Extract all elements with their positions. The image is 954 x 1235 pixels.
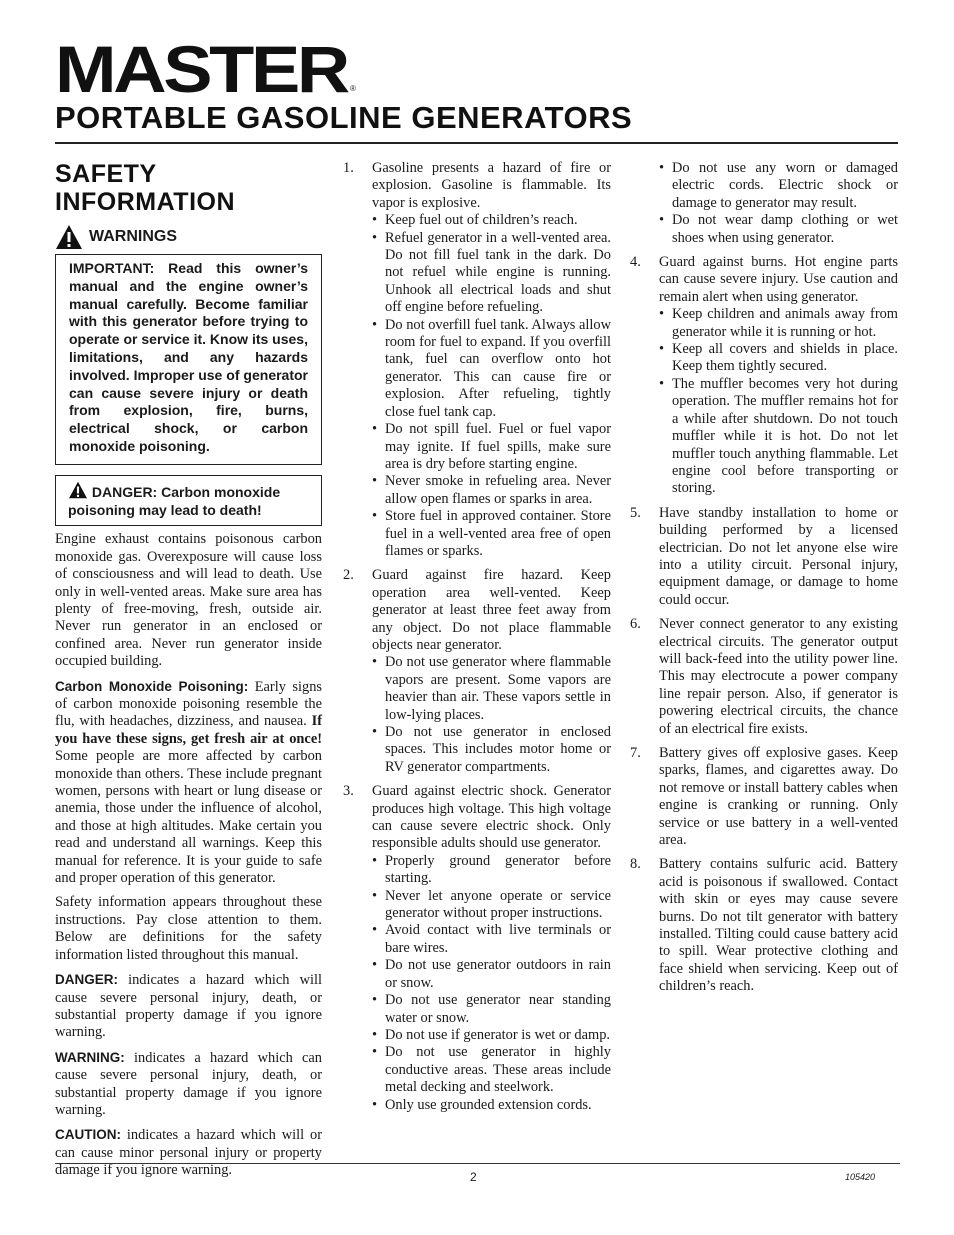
bullet-dot-icon: •: [372, 654, 378, 671]
danger-notice-text: DANGER: Carbon monoxide poisoning may lead to death!: [68, 483, 281, 518]
warning-label: WARNING:: [55, 1049, 125, 1065]
bullet-dot-icon: •: [372, 724, 378, 740]
bullet-text: Do not use if generator is wet or damp.: [385, 1026, 610, 1043]
bullet-text: Do not use generator outdoors in rain or snow.: [385, 957, 611, 991]
bullet-dot-icon: •: [659, 160, 665, 176]
co-text-2: Some people are more affected by carbon monoxide than others. These include pregnant women, persons with heart or lung disease or anemia, those under the influence of alcohol, and those at high altitudes. Make certain you read and understand all warnings. Keep this manual for reference. It is your guide to safe and proper operation of this generator.: [55, 748, 322, 887]
bullet-text: Do not use generator near standing water or snow.: [385, 992, 611, 1026]
numbered-item: [343, 783, 611, 1114]
co-paragraph: [55, 678, 322, 888]
bullet-text: Avoid contact with live terminals or bare wires.: [385, 922, 611, 956]
bullet-dot-icon: •: [372, 852, 378, 869]
bullet-item: [372, 1044, 611, 1096]
numbered-item: [630, 745, 898, 849]
bullet-dot-icon: •: [659, 375, 665, 392]
bullet-text: Keep all covers and shields in place. Keep them tightly secured.: [672, 341, 898, 375]
bullet-item: [659, 212, 898, 247]
item-text: Battery gives off explosive gases. Keep sparks, flames, and cigarettes away. Do not remove or install battery cables when engine is cranking or running. Only service or use battery in a well-vented area.: [659, 745, 898, 849]
item-number: 6.: [630, 616, 641, 633]
item-number: 4.: [630, 254, 641, 271]
bullet-text: Do not spill fuel. Fuel or fuel vapor may ignite. If fuel spills, make sure area is dry before starting engine.: [385, 421, 611, 472]
bullet-item: [372, 957, 611, 992]
bullet-dot-icon: •: [372, 992, 378, 1009]
bullet-dot-icon: •: [372, 1026, 378, 1043]
numbered-item: [630, 505, 898, 609]
caution-definition: [55, 1126, 322, 1179]
document-title: PORTABLE GASOLINE GENERATORS: [55, 100, 633, 135]
bullet-item: [372, 508, 611, 560]
bullet-text: Never let anyone operate or service generator without proper instructions.: [385, 887, 611, 922]
item-number: 7.: [630, 745, 641, 761]
bullet-text: Do not wear damp clothing or wet shoes when using generator.: [672, 212, 898, 246]
column-middle: [343, 160, 611, 1121]
bullet-item: [372, 1027, 611, 1044]
section-title-line2: INFORMATION: [55, 188, 236, 216]
footer-rule: [55, 1163, 900, 1164]
title-rule: [55, 142, 898, 144]
numbered-item: [343, 160, 611, 560]
warning-definition-text: indicates a hazard which can cause severe personal injury, death, or substantial property damage if you ignore warning.: [55, 1049, 322, 1118]
bullet-dot-icon: •: [372, 922, 378, 939]
item-number: 3.: [343, 783, 354, 800]
danger-triangle-icon: [68, 481, 88, 499]
bullet-text: Keep fuel out of children’s reach.: [385, 212, 578, 229]
caution-label: CAUTION:: [55, 1127, 121, 1143]
bullet-dot-icon: •: [372, 316, 378, 333]
master-logo: MASTER: [55, 32, 347, 106]
bullet-item: [372, 654, 611, 724]
bullet-dot-icon: •: [372, 229, 378, 246]
bullet-item: [659, 376, 898, 498]
danger-label: DANGER:: [55, 972, 118, 988]
item-number: 5.: [630, 504, 641, 521]
item-text: Gasoline presents a hazard of fire or explosion. Gasoline is flammable. Its vapor is explosive.: [372, 160, 611, 211]
registered-mark: ®: [350, 84, 356, 93]
warning-triangle-icon: [55, 224, 83, 250]
bullet-dot-icon: •: [372, 957, 378, 974]
bullet-dot-icon: •: [372, 1044, 378, 1061]
bullet-item: [659, 306, 898, 341]
item-text: Guard against burns. Hot engine parts can cause severe injury. Use caution and remain alert when using generator.: [659, 254, 898, 305]
warning-definition: [55, 1049, 322, 1120]
item-number: 2.: [343, 567, 354, 584]
bullet-item: [372, 421, 611, 473]
bullet-text: Refuel generator in a well-vented area. Do not fill fuel tank in the dark. Do not refuel while engine is running. Unhook all electrical loads and shut off engine before refueling.: [385, 229, 611, 316]
co-label: Carbon Monoxide Poisoning:: [55, 678, 249, 694]
warnings-label: WARNINGS: [89, 228, 177, 246]
bullet-text: The muffler becomes very hot during operation. The muffler remains hot for a while after shutdown. Do not touch muffler while it is hot. Do not let muffler touch anything flammable. Let engine cool before transporting or storing.: [672, 375, 898, 497]
bullet-item: [372, 992, 611, 1027]
item-text: Never connect generator to any existing electrical circuits. The generator output will back-feed into the utility power line. This may electrocute a power company line repair person. Also, if generator is powering electrical circuits, the chance of an electrical fire exists.: [659, 616, 898, 737]
bullet-text: Do not use generator in enclosed spaces. This includes motor home or RV generator compartments.: [385, 724, 611, 775]
bullet-item: [372, 1097, 611, 1114]
numbered-item: [343, 567, 611, 776]
bullet-item: [372, 317, 611, 421]
bullet-item: [659, 341, 898, 376]
bullet-text: Never smoke in refueling area. Never allow open flames or sparks in area.: [385, 473, 611, 507]
item-number: 8.: [630, 856, 641, 873]
numbered-item: [630, 254, 898, 498]
caution-definition-text: indicates a hazard which will or can cause minor personal injury or property damage if you ignore warning.: [55, 1127, 322, 1179]
bullet-text: Store fuel in approved container. Store fuel in a well-vented area free of open flames or sparks.: [385, 508, 611, 559]
bullet-text: Properly ground generator before starting.: [385, 852, 611, 887]
bullet-item: [659, 160, 898, 212]
bullet-item: [372, 853, 611, 888]
item-3-continued-bullets: [659, 160, 898, 247]
bullet-dot-icon: •: [372, 473, 378, 490]
bullet-text: Do not use generator in highly conductive areas. These areas include metal decking and steelwork.: [385, 1044, 611, 1096]
bullet-item: [372, 724, 611, 776]
bullet-text: Keep children and animals away from generator while it is running or hot.: [672, 306, 898, 340]
item-text: Have standby installation to home or building performed by a licensed electrician. Do not let anyone else wire into a utility circuit. Personal injury, equipment damage, or damage to home could occur.: [659, 504, 898, 608]
column-left: [55, 160, 322, 1187]
item-text: Guard against fire hazard. Keep operation area well-vented. Keep generator at least three feet away from any object. Do not place flammable objects near generator.: [372, 567, 611, 653]
document-code: 105420: [845, 1172, 876, 1182]
page-number: 2: [470, 1170, 477, 1184]
numbered-item: [630, 616, 898, 738]
item-number: 1.: [343, 160, 354, 176]
column-right: [630, 160, 898, 1003]
bullet-item: [372, 230, 611, 317]
bullet-dot-icon: •: [372, 887, 378, 904]
bullet-text: Do not use any worn or damaged electric cords. Electric shock or damage to generator may result.: [672, 160, 898, 211]
important-notice-box: IMPORTANT: Read this owner’s manual and the engine owner’s manual carefully. Become familiar with this generator before trying to operate or service it. Know its uses, limitations, and any hazards involved. Improper use of generator can cause severe injury or death from explosion, fire, burns, electrical shock, or carbon monoxide poisoning.: [55, 254, 322, 465]
co-text-1: Early signs of carbon monoxide poisoning resemble the flu, with headaches, dizziness, and nausea.: [55, 678, 322, 730]
bullet-text: Only use grounded extension cords.: [385, 1096, 592, 1113]
bullet-item: [372, 473, 611, 508]
bullet-dot-icon: •: [659, 341, 665, 358]
numbered-item: [630, 856, 898, 995]
danger-definition: [55, 971, 322, 1042]
co-bold-text: If you have these signs, get fresh air at once!: [55, 713, 322, 747]
bullet-dot-icon: •: [372, 421, 378, 438]
bullet-dot-icon: •: [659, 212, 665, 229]
bullet-item: [372, 922, 611, 957]
exhaust-paragraph: Engine exhaust contains poisonous carbon monoxide gas. Overexposure will cause loss of consciousness and will lead to death. Use only in well-vented areas. Make sure area has plenty of free-moving, fresh, outside air. Never run generator in an enclosed or confined area. Never run generator inside occupied building.: [55, 531, 322, 670]
section-title: [55, 160, 322, 216]
danger-definition-text: indicates a hazard which will cause severe personal injury, death, or substantial property damage if you ignore warning.: [55, 972, 322, 1041]
bullet-dot-icon: •: [659, 306, 665, 323]
bullet-dot-icon: •: [372, 1096, 378, 1113]
bullet-dot-icon: •: [372, 212, 378, 229]
section-title-line1: SAFETY: [55, 160, 157, 188]
danger-notice-box: [55, 475, 322, 527]
warnings-heading: [55, 224, 322, 250]
bullet-dot-icon: •: [372, 508, 378, 525]
bullet-text: Do not overfill fuel tank. Always allow room for fuel to expand. If you overfill tank, fuel can overflow onto hot generator. This can cause fire or explosion. After refueling, tightly close fuel tank cap.: [385, 316, 611, 420]
item-text: Guard against electric shock. Generator produces high voltage. This high voltage can cause severe electric shock. Only responsible adults should use generator.: [372, 783, 611, 852]
item-text: Battery contains sulfuric acid. Battery acid is poisonous if swallowed. Contact with skin or eyes may cause severe burns. Do not tilt generator with battery installed. Tilting could cause battery acid to spill. Wear protective clothing and face shield when servicing. Keep out of children’s reach.: [659, 856, 898, 995]
bullet-text: Do not use generator where flammable vapors are present. Some vapors are heavier than air. These vapors settle in low-lying places.: [385, 654, 611, 723]
bullet-item: [372, 212, 611, 229]
bullet-item: [372, 888, 611, 923]
safety-info-paragraph: Safety information appears throughout these instructions. Pay close attention to them. Below are definitions for the safety information listed throughout this manual.: [55, 894, 322, 963]
